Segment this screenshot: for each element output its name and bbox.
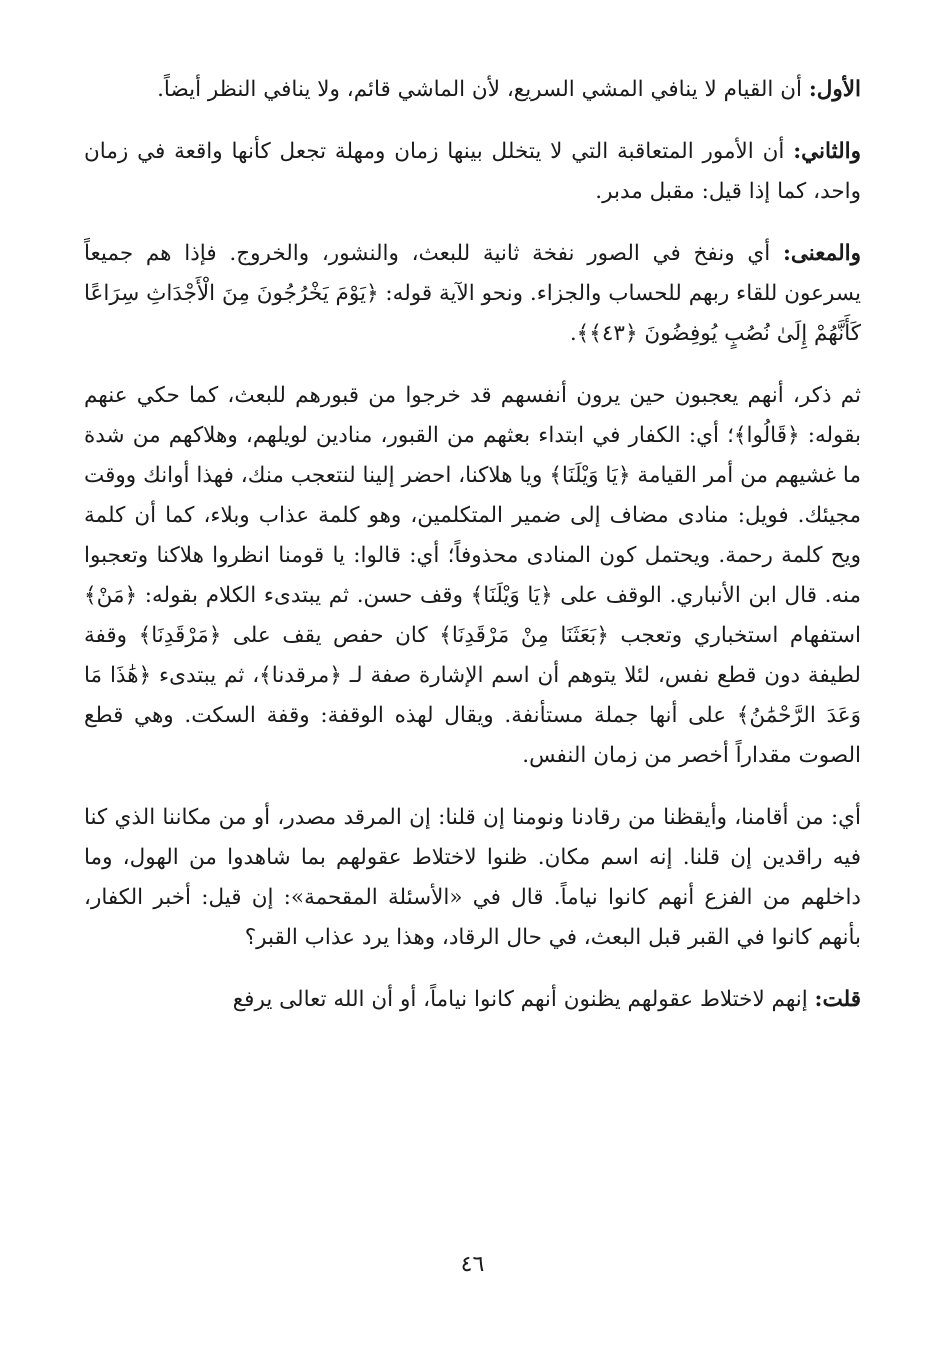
paragraph-second xyxy=(84,132,861,212)
paragraph-text: أن القيام لا ينافي المشي السريع، لأن الماشي قائم، ولا ينافي النظر أيضاً. xyxy=(157,77,809,102)
paragraph-meaning xyxy=(84,234,861,354)
paragraph-text: إنهم لاختلاط عقولهم يظنون أنهم كانوا نياماً، أو أن الله تعالى يرفع xyxy=(232,987,815,1012)
paragraph-lead: والثاني: xyxy=(793,139,861,164)
paragraph-text: أي ونفخ في الصور نفخة ثانية للبعث، والنشور، والخروج. فإذا هم جميعاً يسرعون للقاء ربهم للحساب والجزاء. ونحو الآية قوله: ﴿يَوْمَ يَخْرُجُونَ مِنَ الْأَجْدَاثِ سِرَاعًا كَأَنَّهُمْ إِلَىٰ نُصُبٍ يُوفِضُونَ ﴿٤٣﴾﴾. xyxy=(84,241,861,346)
paragraph-lead: قلت: xyxy=(814,987,861,1012)
paragraph-first xyxy=(84,70,861,110)
paragraph-lead: الأول: xyxy=(808,77,861,102)
page-number: ٤٦ xyxy=(460,1252,485,1277)
paragraph-text: ثم ذكر، أنهم يعجبون حين يرون أنفسهم قد خرجوا من قبورهم للبعث، كما حكي عنهم بقوله: ﴿قَالُوا﴾؛ أي: الكفار في ابتداء بعثهم من القبور، منادين لويلهم، وهلاكهم من شدة ما غشيهم من أمر القيامة ﴿يَا وَيْلَنَا﴾ ويا هلاكنا، احضر إلينا لنتعجب منك، فهذا أوانك ووقت مجيئك. فويل: منادى مضاف إلى ضمير المتكلمين، وهو كلمة عذاب وبلاء، كما أن كلمة ويح كلمة رحمة. ويحتمل كون المنادى محذوفاً؛ أي: قالوا: يا قومنا انظروا هلاكنا وتعجبوا منه. قال ابن الأنباري. الوقف على ﴿يَا وَيْلَنَا﴾ وقف حسن. ثم يبتدىء الكلام بقوله: ﴿مَنْ﴾ استفهام استخباري وتعجب ﴿بَعَثَنَا مِنْ مَرْقَدِنَا﴾ كان حفص يقف على ﴿مَرْقَدِنَا﴾ وقفة لطيفة دون قطع نفس، لئلا يتوهم أن اسم الإشارة صفة لـ ﴿مرقدنا﴾، ثم يبتدىء ﴿هَٰذَا مَا وَعَدَ الرَّحْمَٰنُ﴾ على أنها جملة مستأنفة. ويقال لهذه الوقفة: وقفة السكت. وهي قطع الصوت مقداراً أخصر من زمان النفس. xyxy=(84,383,861,768)
paragraph-then-mentioned xyxy=(84,376,861,776)
paragraph-lead: والمعنى: xyxy=(782,241,861,266)
paragraph-who-raised-us xyxy=(84,798,861,958)
paragraph-text: أن الأمور المتعاقبة التي لا يتخلل بينها زمان ومهلة تجعل كأنها واقعة في زمان واحد، كما إذا قيل: مقبل مدبر. xyxy=(84,139,861,204)
paragraph-i-said xyxy=(84,980,861,1020)
paragraph-text: أي: من أقامنا، وأيقظنا من رقادنا ونومنا إن قلنا: إن المرقد مصدر، أو من مكاننا الذي كنا فيه راقدين إن قلنا. إنه اسم مكان. ظنوا لاختلاط عقولهم بما شاهدوا من الهول، وما داخلهم من الفزع أنهم كانوا نياماً. قال في «الأسئلة المقحمة»: إن قيل: أخبر الكفار، بأنهم كانوا في القبر قبل البعث، في حال الرقاد، وهذا يرد عذاب القبر؟ xyxy=(84,805,861,950)
